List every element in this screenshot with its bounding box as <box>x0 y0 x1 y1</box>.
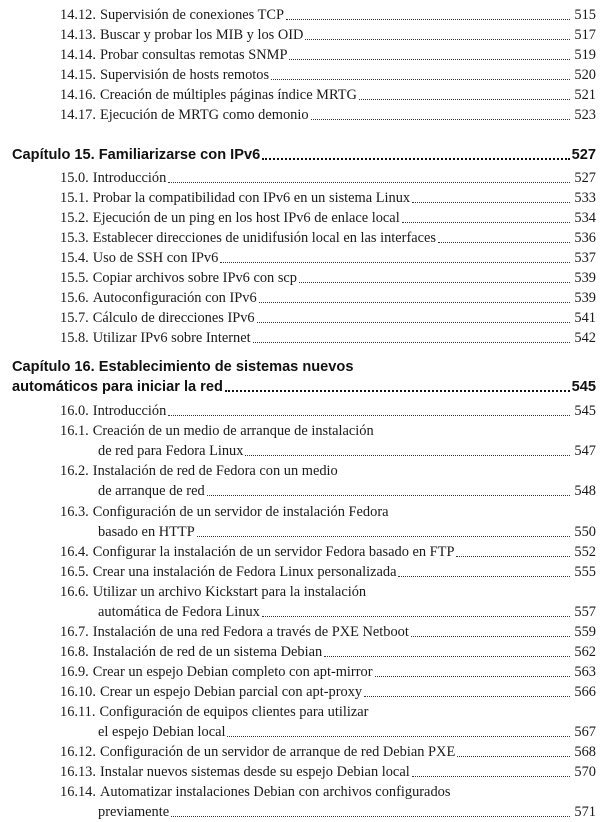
toc-entry[interactable] <box>60 287 596 307</box>
entry-number: 16.11. <box>60 704 96 720</box>
entry-number: 14.16. <box>60 87 96 103</box>
entry-number: 14.13. <box>60 27 96 43</box>
entry-title-cont: previamente <box>98 804 170 820</box>
toc-entry[interactable] <box>60 187 596 207</box>
toc-entry[interactable] <box>60 761 596 781</box>
entry-number: 15.4. <box>60 250 89 266</box>
dot-leader <box>259 294 570 303</box>
dot-leader <box>364 688 570 697</box>
entry-title: Configurar la instalación de un servidor Fedora basado en FTP <box>92 544 455 560</box>
toc-entry[interactable] <box>60 64 596 84</box>
dot-leader <box>257 314 570 323</box>
entry-title: Introducción <box>92 170 167 186</box>
dot-leader <box>411 628 570 637</box>
toc-entry[interactable] <box>60 267 596 287</box>
entry-title: Creación de un medio de arranque de instalación <box>92 423 374 439</box>
toc-entry[interactable] <box>60 501 389 521</box>
entry-number: 16.0. <box>60 403 89 419</box>
entry-title: Instalar nuevos sistemas desde su espejo Debian local <box>99 764 410 780</box>
toc-entry[interactable] <box>60 307 596 327</box>
toc-entry-cont[interactable] <box>98 440 596 460</box>
entry-title: Crear un espejo Debian completo con apt-mirror <box>92 664 373 680</box>
entry-number: 16.12. <box>60 744 96 760</box>
page-number: 519 <box>574 47 596 63</box>
dot-leader <box>262 608 570 617</box>
page-number: 567 <box>574 724 596 740</box>
entry-title: Creación de múltiples páginas índice MRTG <box>99 87 357 103</box>
entry-title: Configuración de un servidor de arranque de red Debian PXE <box>99 744 456 760</box>
toc-entry[interactable] <box>60 561 596 581</box>
entry-title: Utilizar un archivo Kickstart para la instalación <box>92 584 367 600</box>
chapter-title-cont: automáticos para iniciar la red <box>12 379 223 395</box>
dot-leader <box>375 668 571 677</box>
entry-number: 15.0. <box>60 170 89 186</box>
dot-leader <box>197 528 570 537</box>
toc-entry[interactable] <box>60 400 596 420</box>
dot-leader <box>438 234 570 243</box>
entry-title: Autoconfiguración con IPv6 <box>92 290 257 306</box>
page-number: 537 <box>574 250 596 266</box>
dot-leader <box>456 548 570 557</box>
entry-title: Establecer direcciones de unidifusión local en las interfaces <box>92 230 437 246</box>
toc-entry[interactable] <box>60 4 596 24</box>
entry-number: 15.7. <box>60 310 89 326</box>
entry-title: Cálculo de direcciones IPv6 <box>92 310 255 326</box>
page-number: 542 <box>574 330 596 346</box>
dot-leader <box>398 568 570 577</box>
toc-entry-cont[interactable] <box>98 601 596 621</box>
toc-entry-cont[interactable] <box>98 521 596 541</box>
page-number: 550 <box>574 524 596 540</box>
chapter-heading-line1[interactable] <box>12 356 353 376</box>
chapter-title: Capítulo 15. Familiarizarse con IPv6 <box>12 147 261 163</box>
dot-leader <box>262 150 569 160</box>
dot-leader <box>207 487 570 496</box>
page-number: 527 <box>574 170 596 186</box>
entry-title-cont: de arranque de red <box>98 483 205 499</box>
chapter-page-number: 545 <box>571 379 596 395</box>
entry-number: 16.14. <box>60 784 96 800</box>
entry-title: Ejecución de un ping en los host IPv6 de enlace local <box>92 210 400 226</box>
entry-title: Instalación de red de Fedora con un medio <box>92 463 338 479</box>
dot-leader <box>286 11 570 20</box>
page-number: 536 <box>574 230 596 246</box>
entry-title: Introducción <box>92 403 167 419</box>
entry-number: 16.4. <box>60 544 89 560</box>
page-number: 559 <box>574 624 596 640</box>
toc-entry[interactable] <box>60 621 596 641</box>
page-number: 568 <box>574 744 596 760</box>
toc-entry[interactable] <box>60 661 596 681</box>
page-number: 557 <box>574 604 596 620</box>
entry-title: Crear una instalación de Fedora Linux personalizada <box>92 564 397 580</box>
entry-number: 16.5. <box>60 564 89 580</box>
page-number: 515 <box>574 7 596 23</box>
entry-title: Configuración de un servidor de instalación Fedora <box>92 504 389 520</box>
dot-leader <box>457 748 570 757</box>
dot-leader <box>253 334 570 343</box>
dot-leader <box>359 91 570 100</box>
page-number: 533 <box>574 190 596 206</box>
entry-title: Configuración de equipos clientes para utilizar <box>99 704 369 720</box>
page-number: 521 <box>574 87 596 103</box>
entry-title: Buscar y probar los MIB y los OID <box>99 27 304 43</box>
entry-number: 15.2. <box>60 210 89 226</box>
page-number: 548 <box>574 483 596 499</box>
entry-title: Crear un espejo Debian parcial con apt-proxy <box>99 684 363 700</box>
toc-entry-cont[interactable] <box>98 480 596 500</box>
page-number: 570 <box>574 764 596 780</box>
entry-title: Instalación de red de un sistema Debian <box>92 644 323 660</box>
page-number: 571 <box>574 804 596 820</box>
entry-number: 15.3. <box>60 230 89 246</box>
entry-number: 14.12. <box>60 7 96 23</box>
chapter-heading[interactable] <box>12 144 596 164</box>
toc-entry[interactable] <box>60 84 596 104</box>
toc-entry[interactable] <box>60 681 596 701</box>
dot-leader <box>412 194 570 203</box>
entry-number: 15.6. <box>60 290 89 306</box>
entry-title: Ejecución de MRTG como demonio <box>99 107 309 123</box>
page-number: 520 <box>574 67 596 83</box>
dot-leader <box>245 447 570 456</box>
page-number: 523 <box>574 107 596 123</box>
entry-title: Uso de SSH con IPv6 <box>92 250 219 266</box>
entry-title-cont: basado en HTTP <box>98 524 195 540</box>
toc-entry[interactable] <box>60 741 596 761</box>
entry-title-cont: automática de Fedora Linux <box>98 604 260 620</box>
entry-title: Utilizar IPv6 sobre Internet <box>92 330 251 346</box>
dot-leader <box>402 214 570 223</box>
dot-leader <box>171 808 570 817</box>
page-number: 552 <box>574 544 596 560</box>
toc-entry[interactable] <box>60 641 596 661</box>
entry-title-cont: de red para Fedora Linux <box>98 443 244 459</box>
entry-number: 14.15. <box>60 67 96 83</box>
page-number: 539 <box>574 270 596 286</box>
dot-leader <box>299 274 570 283</box>
toc-entry[interactable] <box>60 460 338 480</box>
toc-entry[interactable] <box>60 104 596 124</box>
chapter-title: Capítulo 16. Establecimiento de sistemas nuevos <box>12 359 354 375</box>
entry-title: Automatizar instalaciones Debian con archivos configurados <box>99 784 451 800</box>
page-number: 547 <box>574 443 596 459</box>
toc-entry-cont[interactable] <box>98 801 596 821</box>
dot-leader <box>289 51 570 60</box>
dot-leader <box>311 111 570 120</box>
toc-entry[interactable] <box>60 781 450 801</box>
dot-leader <box>412 768 570 777</box>
entry-title: Supervisión de hosts remotos <box>99 67 270 83</box>
page-number: 517 <box>574 27 596 43</box>
chapter-heading[interactable] <box>12 376 596 396</box>
entry-title: Instalación de una red Fedora a través de PXE Netboot <box>92 624 409 640</box>
toc-entry[interactable] <box>60 327 596 347</box>
entry-number: 14.17. <box>60 107 96 123</box>
entry-number: 16.9. <box>60 664 89 680</box>
toc-entry[interactable] <box>60 207 596 227</box>
toc-entry[interactable] <box>60 167 596 187</box>
dot-leader <box>324 648 570 657</box>
entry-number: 16.1. <box>60 423 89 439</box>
entry-number: 16.7. <box>60 624 89 640</box>
entry-number: 16.8. <box>60 644 89 660</box>
entry-number: 14.14. <box>60 47 96 63</box>
page-number: 563 <box>574 664 596 680</box>
entry-number: 15.5. <box>60 270 89 286</box>
dot-leader <box>227 728 570 737</box>
entry-title: Supervisión de conexiones TCP <box>99 7 284 23</box>
page-number: 566 <box>574 684 596 700</box>
dot-leader <box>225 382 570 392</box>
entry-number: 16.2. <box>60 463 89 479</box>
entry-number: 16.3. <box>60 504 89 520</box>
page-number: 539 <box>574 290 596 306</box>
entry-number: 16.10. <box>60 684 96 700</box>
entry-title: Copiar archivos sobre IPv6 con scp <box>92 270 298 286</box>
page-number: 545 <box>574 403 596 419</box>
toc-entry[interactable] <box>60 24 596 44</box>
toc-entry[interactable] <box>60 420 374 440</box>
page-number: 534 <box>574 210 596 226</box>
chapter-page-number: 527 <box>571 147 596 163</box>
dot-leader <box>220 254 570 263</box>
entry-number: 15.8. <box>60 330 89 346</box>
toc-entry[interactable] <box>60 44 596 64</box>
toc-entry-cont[interactable] <box>98 721 596 741</box>
toc-entry[interactable] <box>60 541 596 561</box>
entry-number: 16.13. <box>60 764 96 780</box>
entry-number: 16.6. <box>60 584 89 600</box>
page-number: 555 <box>574 564 596 580</box>
dot-leader <box>305 31 570 40</box>
toc-entry[interactable] <box>60 581 366 601</box>
page-number: 541 <box>574 310 596 326</box>
toc-entry[interactable] <box>60 701 368 721</box>
dot-leader <box>168 407 570 416</box>
toc-entry[interactable] <box>60 227 596 247</box>
page-number: 562 <box>574 644 596 660</box>
dot-leader <box>168 174 570 183</box>
entry-title: Probar consultas remotas SNMP <box>99 47 288 63</box>
entry-title: Probar la compatibilidad con IPv6 en un sistema Linux <box>92 190 411 206</box>
entry-number: 15.1. <box>60 190 89 206</box>
dot-leader <box>271 71 570 80</box>
toc-entry[interactable] <box>60 247 596 267</box>
entry-title-cont: el espejo Debian local <box>98 724 226 740</box>
